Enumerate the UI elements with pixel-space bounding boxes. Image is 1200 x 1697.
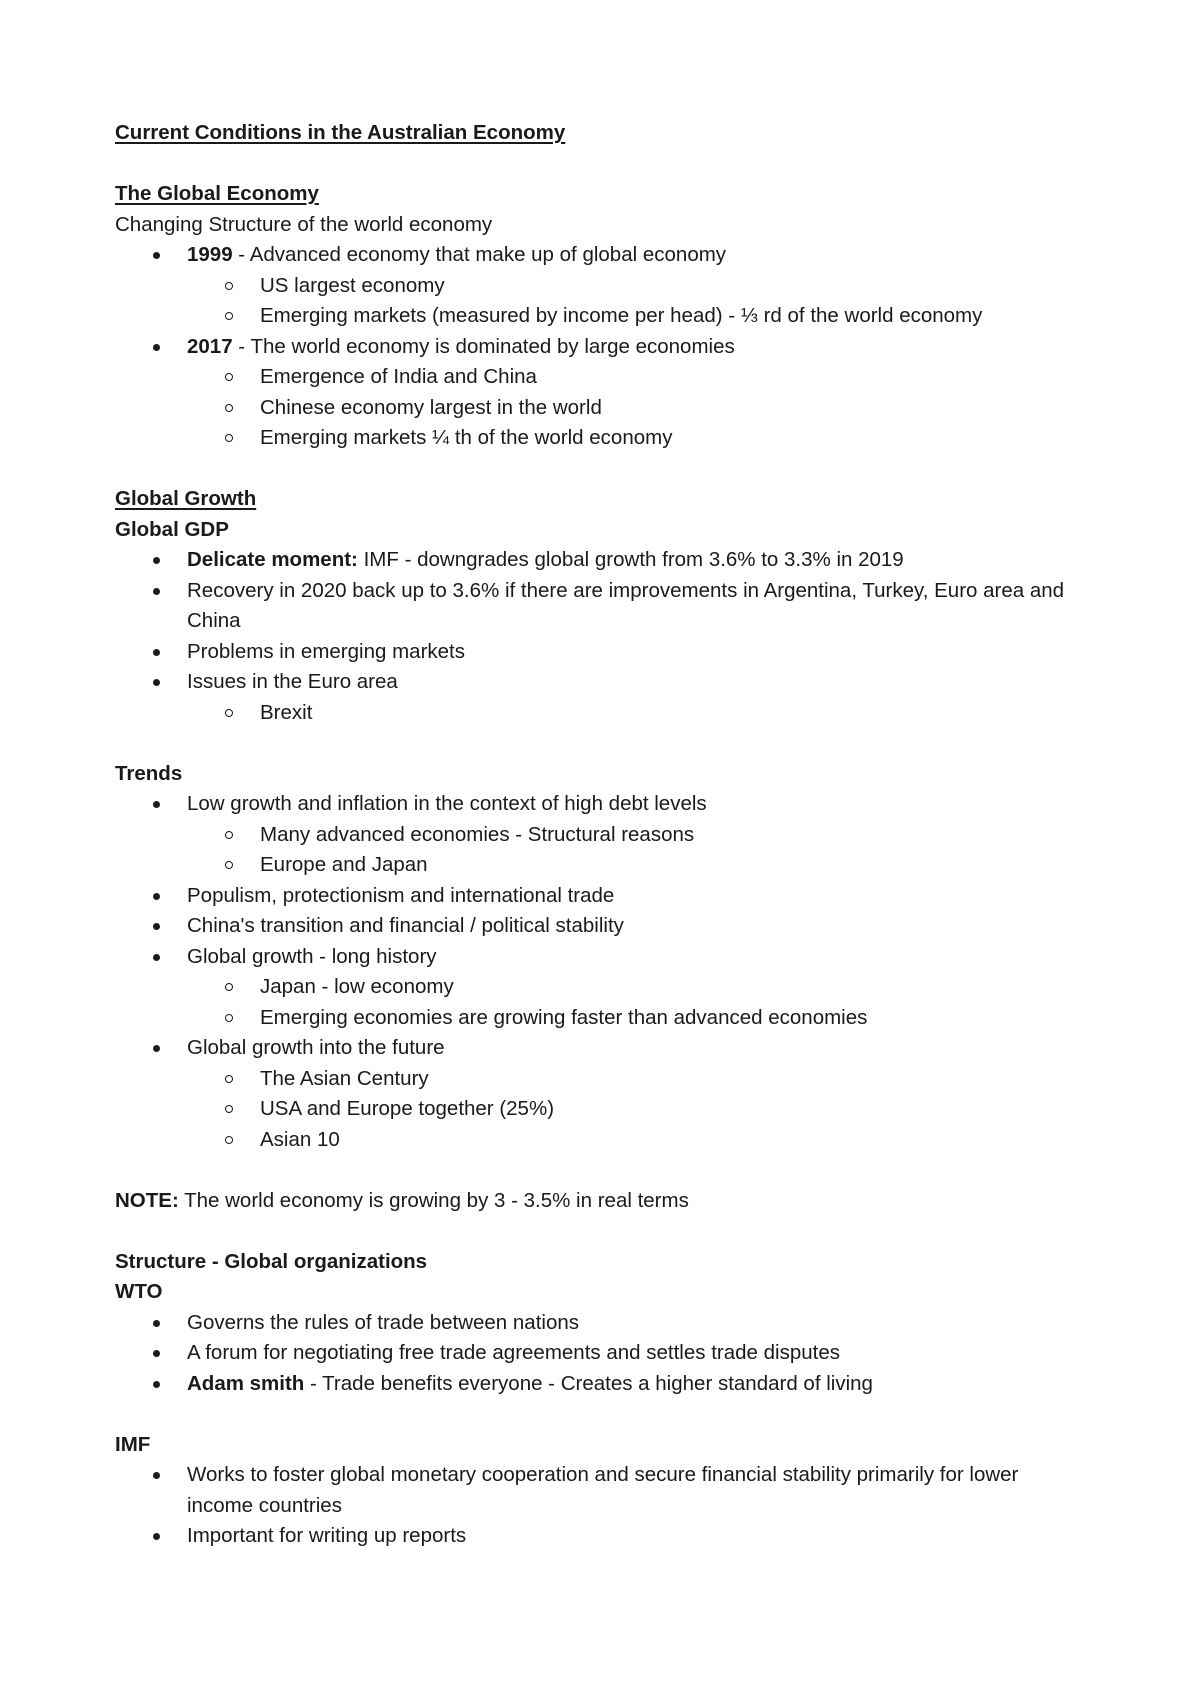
list-item [115,545,1115,576]
note [115,1186,1115,1217]
section-heading-global-growth: Global Growth [115,487,257,510]
subheading-changing-structure: Changing Structure of the world economy [115,212,493,236]
sub-list-item: Emergence of India and China [115,362,1115,393]
document-page [115,118,1115,1552]
sub-list-item: Emerging markets ¼ th of the world economy [115,423,1115,454]
sub-list-item: Chinese economy largest in the world [115,393,1115,424]
sub-list-item: Brexit [115,698,1115,729]
sub-list-item: Many advanced economies - Structural reasons [115,820,1115,851]
section-heading-structure: Structure - Global organizations [115,1249,428,1273]
document-title: Current Conditions in the Australian Economy [115,121,566,144]
list-item-bold: Adam smith [187,1371,305,1395]
list-item: A forum for negotiating free trade agreements and settles trade disputes [115,1338,1115,1369]
sub-list-item: Europe and Japan [115,850,1115,881]
sub-list-item: Japan - low economy [115,972,1115,1003]
list-item: Works to foster global monetary cooperation and secure financial stability primarily for lower income countries [115,1460,1067,1521]
note-label: NOTE: [115,1188,179,1212]
list-item-text: - Advanced economy that make up of global economy [232,243,727,266]
list-item: Problems in emerging markets [115,637,1115,668]
list-item-text: - Trade benefits everyone - Creates a higher standard of living [304,1371,873,1395]
section-heading-trends: Trends [115,761,183,785]
list-item: Issues in the Euro area [115,667,1115,698]
list-item [115,1369,1115,1400]
sub-list-item: Emerging markets (measured by income per head) - ⅓ rd of the world economy [115,301,1115,332]
spacer [115,1216,1115,1247]
list-item-bold: Delicate moment: [187,548,358,571]
list-item: Global growth - long history [115,942,1115,973]
sub-list-item: Asian 10 [115,1125,1115,1156]
spacer [115,1155,1115,1186]
list-item-text: - The world economy is dominated by large economies [232,334,735,358]
list-item: Global growth into the future [115,1033,1115,1064]
sub-list-item: US largest economy [115,271,1115,302]
spacer [115,149,1115,180]
list-item: Important for writing up reports [115,1521,1115,1552]
sub-list-item: The Asian Century [115,1064,1115,1095]
note-text: The world economy is growing by 3 - 3.5% in real terms [178,1188,689,1212]
spacer [115,728,1115,759]
sub-list-item: Emerging economies are growing faster than advanced economies [115,1003,1115,1034]
list-item: Recovery in 2020 back up to 3.6% if there are improvements in Argentina, Turkey, Euro area and China [115,576,1067,637]
section-heading-global-economy: The Global Economy [115,182,319,205]
list-item: Low growth and inflation in the context of high debt levels [115,789,1115,820]
list-item [115,240,1115,271]
list-item: Governs the rules of trade between nations [115,1308,1115,1339]
subheading-global-gdp: Global GDP [115,517,229,541]
list-item: Populism, protectionism and international trade [115,881,1115,912]
list-item: China's transition and financial / political stability [115,911,1115,942]
subheading-imf: IMF [115,1432,151,1456]
sub-list-item: USA and Europe together (25%) [115,1094,1115,1125]
subheading-wto: WTO [115,1280,163,1303]
list-item [115,332,1115,363]
list-item-text: IMF - downgrades global growth from 3.6% to 3.3% in 2019 [357,548,904,571]
spacer [115,1399,1115,1430]
list-item-bold: 1999 [187,243,233,266]
spacer [115,454,1115,485]
list-item-bold: 2017 [187,334,233,358]
